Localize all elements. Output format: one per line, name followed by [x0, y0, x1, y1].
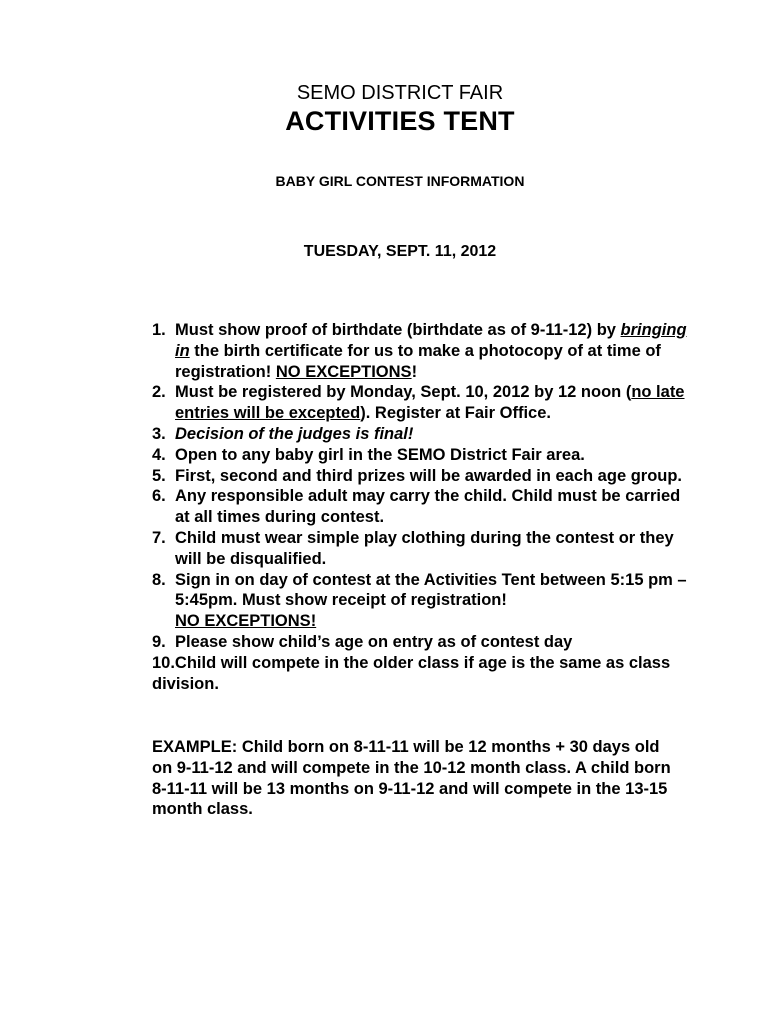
rule-text: Child must wear simple play clothing during the contest or they will be disqualified.	[175, 528, 674, 568]
rule-item-5	[152, 466, 692, 487]
rule-text: First, second and third prizes will be awarded in each age group.	[175, 466, 683, 485]
rule-item-6	[152, 486, 692, 528]
rule-text: Must be registered by Monday, Sept. 10, 2012 by 12 noon (	[175, 383, 632, 402]
rule-number: 7.	[152, 528, 166, 547]
rule-emphasis: no late entries will be excepted	[175, 383, 685, 423]
organization-name: SEMO DISTRICT FAIR	[296, 82, 504, 104]
rule-number: 6.	[152, 487, 166, 506]
rule-emphasis: NO EXCEPTIONS	[275, 362, 412, 381]
rules-list	[152, 320, 692, 694]
rule-item-9	[152, 632, 692, 653]
rule-number: 8.	[152, 570, 166, 589]
rule-number: 2.	[152, 383, 166, 402]
rule-item-3	[152, 424, 692, 445]
rule-emphasis: NO EXCEPTIONS!	[175, 612, 317, 631]
rule-item-1	[152, 320, 692, 382]
rule-number: 3.	[152, 424, 166, 443]
rule-item-2	[152, 382, 692, 424]
rule-text: ). Register at Fair Office.	[360, 404, 551, 423]
rule-emphasis: bringing in	[175, 321, 687, 360]
rule-text: Must show proof of birthdate (birthdate as of 9-11-12) by	[175, 321, 621, 339]
rule-number: 5.	[152, 466, 166, 485]
rule-text: the birth certificate for us to make a photocopy of at time of registration!	[175, 341, 661, 381]
example-paragraph: EXAMPLE: Child born on 8-11-11 will be 12 months + 30 days old on 9-11-12 and will compete in the 10-12 month class. A child born 8-11-11 will be 13 months on 9-11-12 and will compete in the 13-15 month class.	[152, 738, 671, 819]
rule-text: Please show child’s age on entry as of contest day	[175, 632, 573, 651]
rule-text: !	[411, 362, 418, 381]
rule-text: Decision of the judges is final!	[175, 424, 414, 443]
event-date: TUESDAY, SEPT. 11, 2012	[303, 243, 497, 260]
rule-number: 4.	[152, 445, 166, 464]
page-title: ACTIVITIES TENT	[285, 106, 515, 136]
rule-number: 1.	[152, 321, 166, 339]
page-subtitle: BABY GIRL CONTEST INFORMATION	[275, 173, 525, 189]
rule-text: Any responsible adult may carry the child. Child must be carried at all times during contest.	[175, 487, 681, 527]
rule-item-4	[152, 445, 692, 466]
rule-text: Sign in on day of contest at the Activities Tent between 5:15 pm – 5:45pm. Must show receipt of registration!	[175, 570, 687, 610]
rule-text: 10.Child will compete in the older class if age is the same as class division.	[152, 653, 671, 693]
rule-item-7	[152, 528, 692, 570]
rule-item-8	[152, 570, 692, 632]
rule-item-10	[152, 653, 692, 695]
rule-text: Open to any baby girl in the SEMO District Fair area.	[175, 445, 585, 464]
rule-number: 9.	[152, 632, 166, 651]
